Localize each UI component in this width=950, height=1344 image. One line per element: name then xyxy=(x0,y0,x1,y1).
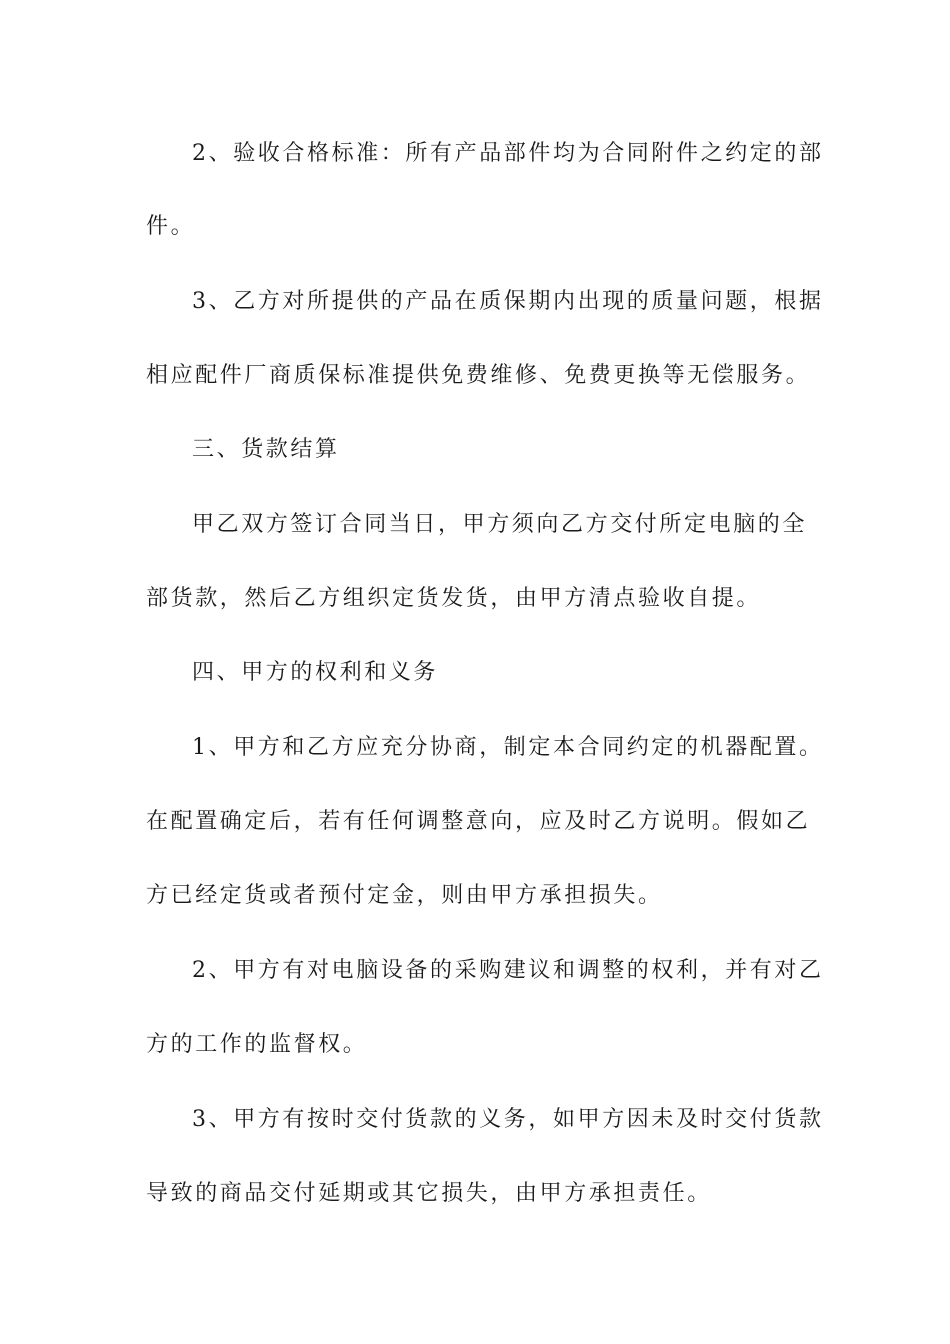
section-heading: 四、甲方的权利和义务 xyxy=(192,660,439,685)
paragraph-line: 在配置确定后，若有任何调整意向，应及时乙方说明。假如乙 xyxy=(146,809,811,834)
paragraph-line: 件。 xyxy=(146,214,196,239)
paragraph-line: 1、甲方和乙方应充分协商，制定本合同约定的机器配置。 xyxy=(192,735,824,760)
paragraph-line: 2、甲方有对电脑设备的采购建议和调整的权利，并有对乙 xyxy=(192,958,824,983)
paragraph-line: 导致的商品交付延期或其它损失，由甲方承担责任。 xyxy=(146,1181,712,1206)
paragraph-line: 3、乙方对所提供的产品在质保期内出现的质量问题，根据 xyxy=(192,289,824,314)
section-heading: 三、货款结算 xyxy=(192,437,340,462)
paragraph-line: 2、验收合格标准：所有产品部件均为合同附件之约定的部 xyxy=(192,141,824,166)
paragraph-line: 方已经定货或者预付定金，则由甲方承担损失。 xyxy=(146,883,663,908)
paragraph-line: 3、甲方有按时交付货款的义务，如甲方因未及时交付货款 xyxy=(192,1107,824,1132)
paragraph-line: 方的工作的监督权。 xyxy=(146,1032,368,1057)
paragraph-line: 部货款，然后乙方组织定货发货，由甲方清点验收自提。 xyxy=(146,586,762,611)
paragraph-line: 相应配件厂商质保标准提供免费维修、免费更换等无偿服务。 xyxy=(146,363,811,388)
paragraph-line: 甲乙双方签订合同当日，甲方须向乙方交付所定电脑的全 xyxy=(192,512,808,537)
